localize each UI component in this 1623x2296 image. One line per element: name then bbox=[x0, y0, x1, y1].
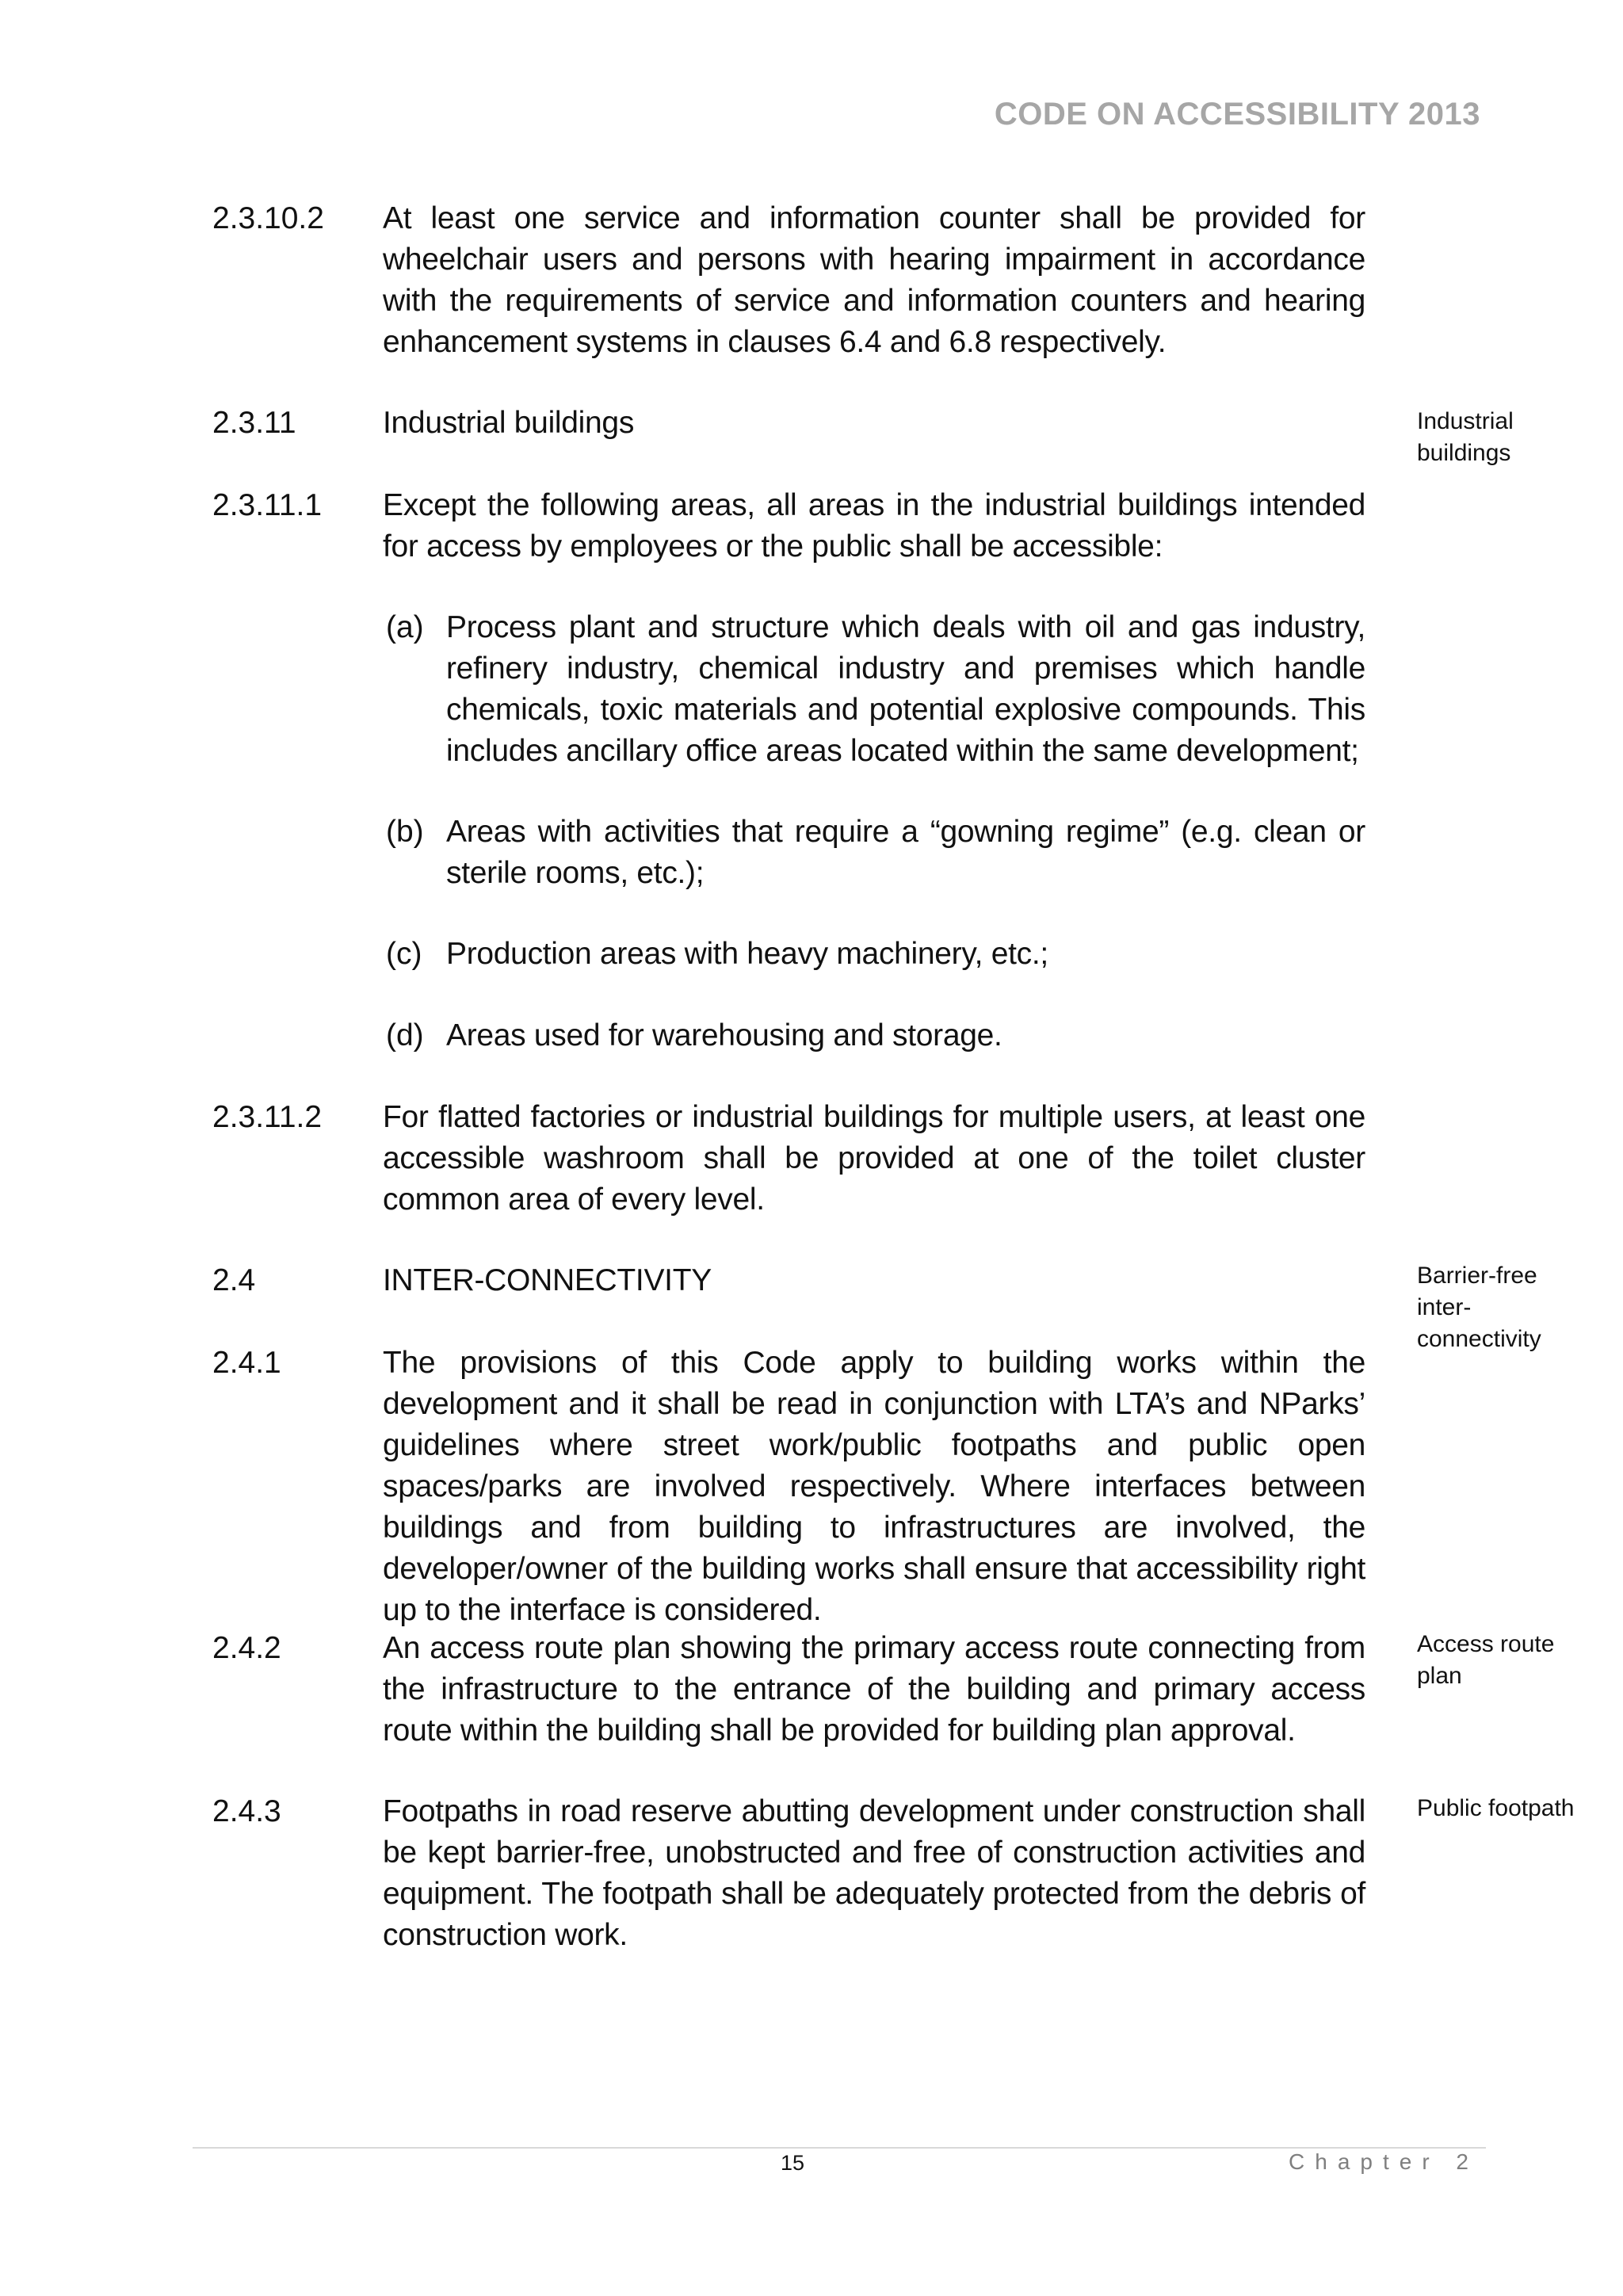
clause-number-2-3-10-2: 2.3.10.2 bbox=[212, 201, 324, 235]
section-number-2-4: 2.4 bbox=[212, 1263, 256, 1297]
clause-text-2-3-11-1: Except the following areas, all areas in the industrial buildings intended for access by employees or the public shall be accessible: bbox=[383, 488, 1365, 563]
page-number: 15 bbox=[780, 2151, 805, 2175]
document-header-title: CODE ON ACCESSIBILITY 2013 bbox=[994, 97, 1480, 132]
footer-divider bbox=[193, 2147, 1486, 2149]
clause-text-2-4-3: Footpaths in road reserve abutting development under construction shall be kept barrier-free, unobstructed and free of construction activities and equipment. The footpath shall be adequately protected from the debris of construction work. bbox=[383, 1794, 1365, 1952]
side-note-industrial-buildings: Industrial buildings bbox=[1417, 408, 1514, 466]
side-note-public-footpath: Public footpath bbox=[1417, 1795, 1575, 1821]
clause-number-2-4-3: 2.4.3 bbox=[212, 1794, 281, 1828]
list-item-letter-a: (a) bbox=[386, 610, 424, 644]
section-number-2-3-11: 2.3.11 bbox=[212, 406, 296, 440]
side-note-barrier-free-inter-connectivity: Barrier-free inter-connectivity bbox=[1417, 1263, 1541, 1352]
clause-number-2-4-2: 2.4.2 bbox=[212, 1631, 281, 1665]
section-title-inter-connectivity: INTER-CONNECTIVITY bbox=[383, 1263, 712, 1297]
list-item-letter-c: (c) bbox=[386, 937, 422, 971]
list-item-text-b: Areas with activities that require a “gowning regime” (e.g. clean or sterile rooms, etc.); bbox=[446, 815, 1365, 890]
clause-number-2-3-11-1: 2.3.11.1 bbox=[212, 488, 323, 522]
list-item-text-c: Production areas with heavy machinery, etc.; bbox=[446, 937, 1048, 971]
clause-number-2-4-1: 2.4.1 bbox=[212, 1346, 281, 1380]
clause-text-2-4-1: The provisions of this Code apply to building works within the development and it shall be read in conjunction with LTA’s and NParks’ guidelines where street work/public footpaths and public open spaces/parks are involved respectively. Where interfaces between buildings and from building to infrastructures are involved, the developer/owner of the building works shall ensure that accessibility right up to the interface is considered. bbox=[383, 1346, 1365, 1627]
list-item-letter-d: (d) bbox=[386, 1018, 424, 1052]
clause-text-2-3-10-2: At least one service and information counter shall be provided for wheelchair users and persons with hearing impairment in accordance with the requirements of service and information counters and hearing enhancement systems in clauses 6.4 and 6.8 respectively. bbox=[383, 201, 1365, 359]
list-item-text-d: Areas used for warehousing and storage. bbox=[446, 1018, 1002, 1052]
list-item-letter-b: (b) bbox=[386, 815, 424, 849]
list-item-text-a: Process plant and structure which deals with oil and gas industry, refinery industry, chemical industry and premises which handle chemicals, toxic materials and potential explosive compounds. This includes ancillary office areas located within the same development; bbox=[446, 610, 1365, 768]
chapter-label: Chapter 2 bbox=[1289, 2149, 1479, 2174]
clause-text-2-4-2: An access route plan showing the primary access route connecting from the infrastructure to the entrance of the building and primary access route within the building shall be provided for building plan approval. bbox=[383, 1631, 1365, 1748]
clause-number-2-3-11-2: 2.3.11.2 bbox=[212, 1100, 323, 1134]
side-note-access-route-plan: Access route plan bbox=[1417, 1631, 1555, 1689]
section-title-industrial-buildings: Industrial buildings bbox=[383, 406, 635, 440]
clause-text-2-3-11-2: For flatted factories or industrial buildings for multiple users, at least one accessible washroom shall be provided at one of the toilet cluster common area of every level. bbox=[383, 1100, 1365, 1217]
